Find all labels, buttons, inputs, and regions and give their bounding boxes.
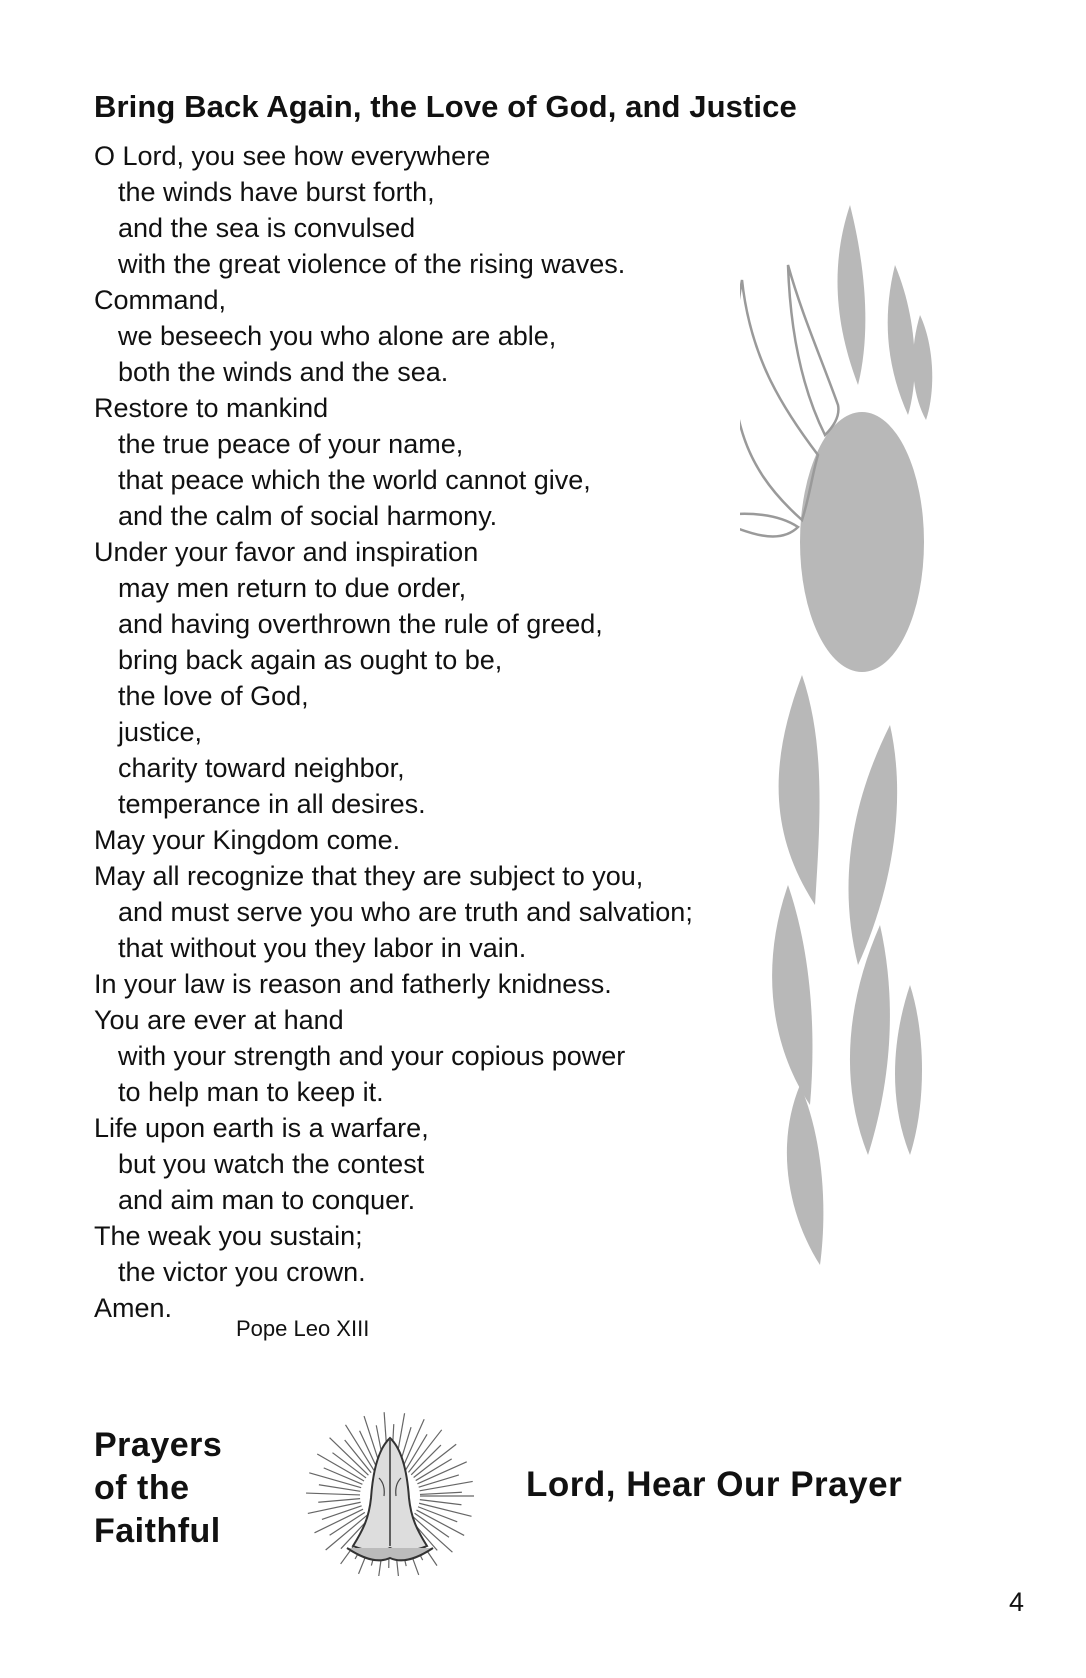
response-text: Lord, Hear Our Prayer [526,1465,903,1504]
flame-leaf [787,1085,823,1265]
prayer-line: and the sea is convulsed [118,213,416,243]
prayer-line: the winds have burst forth, [118,177,435,207]
flame-leaf [848,725,897,965]
flame-body [800,412,924,672]
prayer-line: bring back again as ought to be, [118,645,503,675]
prayers-of-the-faithful-heading [94,1424,222,1553]
prayer-line: The weak you sustain; [94,1221,363,1251]
prayer-line: the true peace of your name, [118,429,464,459]
prayer-line: Under your favor and inspiration [94,537,479,567]
praying-hands-icon [287,1408,493,1576]
prayer-line: with the great violence of the rising waves. [118,249,626,279]
prayer-line: with your strength and your copious power [118,1041,626,1071]
dove-tail [740,514,798,537]
ray-line [308,1502,361,1513]
ray-line [414,1444,457,1477]
flame-tongue [913,315,932,420]
ray-line [420,1481,473,1490]
ray-line [330,1438,369,1476]
ray-line [420,1500,462,1505]
ray-line [306,1493,360,1495]
prayer-line: the love of God, [118,681,309,711]
ray-line [318,1499,360,1503]
prayer-line: Command, [94,285,227,315]
flame-leaf [850,925,890,1155]
flame-tongue [888,265,915,415]
flame-leaf [772,885,812,1105]
prayer-line: that peace which the world cannot give, [118,465,591,495]
prayer-line: but you watch the contest [118,1149,425,1179]
prayer-line: we beseech you who alone are able, [118,321,557,351]
prayer-attribution: Pope Leo XIII [236,1316,370,1341]
ray-line [420,1492,462,1494]
prayer-line: In your law is reason and fatherly knidness. [94,969,612,999]
prayer-line: and must serve you who are truth and salvation; [118,897,693,927]
prayer-line: and aim man to conquer. [118,1185,416,1215]
prayer-line: O Lord, you see how everywhere [94,141,491,171]
ray-line [408,1430,441,1473]
heading-line: Prayers [94,1426,223,1464]
prayer-line: the victor you crown. [118,1257,366,1287]
flame-tongue [838,205,866,385]
dove-wing [740,280,818,520]
heading-line: Faithful [94,1512,221,1550]
dove-wing [788,265,838,435]
page-number: 4 [1009,1587,1025,1617]
heading-line: of the [94,1469,190,1507]
prayer-line: may men return to due order, [118,573,467,603]
prayer-line: May your Kingdom come. [94,825,401,855]
prayer-title: Bring Back Again, the Love of God, and Justice [94,89,797,124]
prayer-line: Life upon earth is a warfare, [94,1113,429,1143]
prayer-line: justice, [118,717,203,747]
prayer-line: You are ever at hand [94,1005,344,1035]
prayer-line: both the winds and the sea. [118,357,449,387]
prayer-line: and the calm of social harmony. [118,501,498,531]
prayer-line: Restore to mankind [94,393,329,423]
prayer-line: and having overthrown the rule of greed, [118,609,603,639]
prayer-line: that without you they labor in vain. [118,933,527,963]
flame-dove-illustration [740,205,990,1265]
prayer-line: May all recognize that they are subject to you, [94,861,644,891]
prayer-line: charity toward neighbor, [118,753,405,783]
prayer-line: to help man to keep it. [118,1077,384,1107]
flame-leaf [895,985,922,1155]
prayer-line: Amen. [94,1293,173,1323]
prayer-body [94,138,784,1326]
flame-leaf [779,675,820,905]
prayer-line: temperance in all desires. [118,789,426,819]
